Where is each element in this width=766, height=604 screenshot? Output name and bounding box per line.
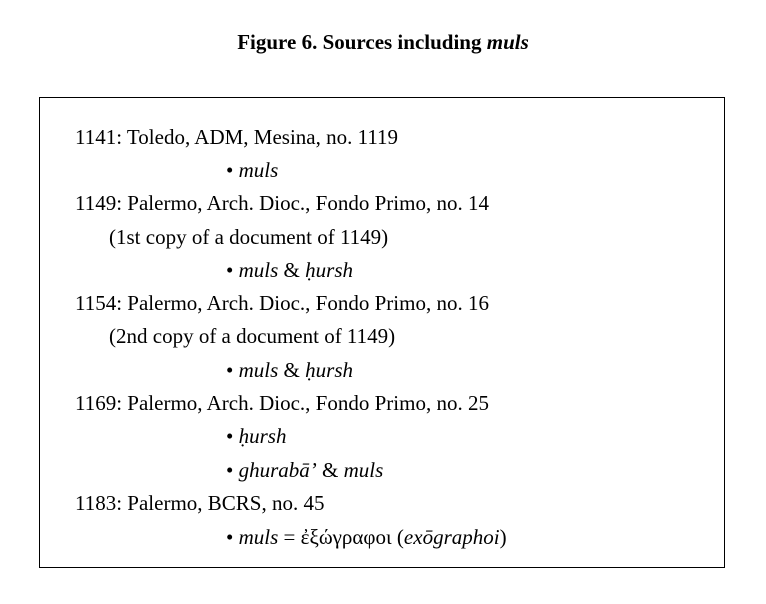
bullet-item (226, 423, 286, 449)
term: ḥursh (305, 258, 353, 282)
source-line: 1183: Palermo, BCRS, no. 45 (75, 491, 325, 515)
bullet-mark: • (226, 258, 239, 282)
copy-note: (1st copy of a document of 1149) (109, 225, 389, 249)
figure-title-term: muls (486, 30, 529, 54)
term: ḥursh (305, 358, 353, 382)
separator: & (278, 358, 306, 382)
term: muls (238, 358, 279, 382)
bullet-mark: • (226, 525, 239, 549)
term: exōgraphoi (403, 525, 500, 549)
bullet-mark: • (226, 424, 239, 448)
separator: & (278, 258, 306, 282)
bullet-item (226, 524, 507, 550)
term: muls (343, 458, 384, 482)
bullet-mark: • (226, 458, 239, 482)
closing-paren: ) (499, 525, 507, 549)
source-line: 1154: Palermo, Arch. Dioc., Fondo Primo, no. 16 (75, 291, 489, 315)
term: muls (238, 258, 279, 282)
figure-title (0, 28, 766, 56)
bullet-item (226, 157, 278, 183)
separator: & (316, 458, 344, 482)
source-line: 1169: Palermo, Arch. Dioc., Fondo Primo, no. 25 (75, 391, 489, 415)
bullet-item (226, 257, 353, 283)
source-line: 1141: Toledo, ADM, Mesina, no. 1119 (75, 125, 399, 149)
term: ghurabā’ (238, 458, 317, 482)
bullet-mark: • (226, 358, 239, 382)
term: muls (238, 525, 279, 549)
bullet-mark: • (226, 158, 239, 182)
source-line: 1149: Palermo, Arch. Dioc., Fondo Primo, no. 14 (75, 191, 489, 215)
bullet-item (226, 457, 383, 483)
figure-title-text: Figure 6. Sources including (237, 30, 487, 54)
separator: = ἐξώγραφοι ( (278, 525, 404, 549)
term: ḥursh (238, 424, 287, 448)
term: muls (238, 158, 279, 182)
copy-note: (2nd copy of a document of 1149) (109, 324, 396, 348)
bullet-item (226, 357, 353, 383)
